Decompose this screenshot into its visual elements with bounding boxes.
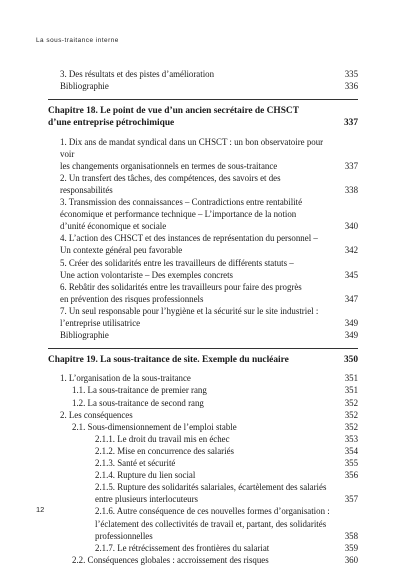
chapter-page: 350 xyxy=(343,355,358,366)
toc-entry-page: 345 xyxy=(344,269,358,280)
toc-entry-line: 2.1.2. Mise en concurrence des salariés xyxy=(95,445,234,456)
toc-entry-page: 351 xyxy=(344,385,358,396)
toc-entry-line: 2.1.3. Santé et sécurité xyxy=(95,458,176,469)
toc-entry-page: 352 xyxy=(344,397,358,408)
toc-entry xyxy=(48,445,358,457)
toc-entry-page: 342 xyxy=(344,245,358,256)
toc-entry-line: d’unité économique et sociale xyxy=(60,221,167,232)
toc-entry-line: 2.1. Sous-dimensionnement de l’emploi stable xyxy=(72,421,237,432)
toc-entry-line: 4. L’action des CHSCT et des instances de représentation du personnel – xyxy=(60,233,318,244)
toc-entry xyxy=(48,542,358,554)
toc-entry xyxy=(48,257,358,281)
toc-entry-line: 1.2. La sous-traitance de second rang xyxy=(72,397,204,408)
toc-entry-page: 335 xyxy=(344,69,358,79)
toc-entry xyxy=(48,433,358,445)
toc-entry-page: 340 xyxy=(344,221,358,232)
chapter-title-line: d’une entreprise pétrochimique xyxy=(48,118,175,129)
toc-entry xyxy=(48,469,358,481)
chapter-page: 337 xyxy=(343,118,358,129)
toc-entry xyxy=(48,397,358,409)
toc-entry-line: Une action volontariste – Des exemples concrets xyxy=(60,269,234,280)
toc-entry-page: 338 xyxy=(344,184,358,195)
toc-entry-line: entre plusieurs interlocuteurs xyxy=(95,494,199,505)
toc-entry xyxy=(48,457,358,469)
toc-entry xyxy=(48,554,358,566)
toc-entry xyxy=(48,384,358,396)
toc-entry-page: 349 xyxy=(344,330,358,341)
toc-entry-text: Bibliographie xyxy=(60,81,109,92)
toc-entry xyxy=(48,329,358,341)
toc-entry xyxy=(48,281,358,305)
toc-entry-line: Bibliographie xyxy=(60,330,109,341)
toc-entry xyxy=(48,421,358,433)
toc-entry-page: 352 xyxy=(344,421,358,432)
toc-entry-line: 2.1.6. Autre conséquence de ces nouvelles formes d’organisation : xyxy=(95,506,330,517)
toc-entry-page: 358 xyxy=(344,530,358,541)
toc-entry xyxy=(48,136,358,172)
toc-entry-page: 359 xyxy=(344,542,358,553)
toc-entry-line: 6. Rebâtir des solidarités entre les travailleurs pour faire des progrès xyxy=(60,281,302,292)
toc-entry-line: 2. Un transfert des tâches, des compétences, des savoirs et des responsabilités xyxy=(60,172,281,195)
chapter-title-line: Chapitre 19. La sous-traitance de site. Exemple du nucléaire xyxy=(48,355,289,366)
toc-entry-page: 356 xyxy=(344,470,358,481)
toc-entry-line: économique et performance technique – L’importance de la notion xyxy=(60,209,297,220)
toc-entry-line: en prévention des risques professionnels xyxy=(60,293,204,304)
toc-entry-line: 5. Créer des solidarités entre les travailleurs de différents statuts – xyxy=(60,257,294,268)
toc-entry-line: 2. Les conséquences xyxy=(60,409,133,420)
toc-entry xyxy=(48,481,358,505)
toc-entry-line: l’entreprise utilisatrice xyxy=(60,318,141,328)
toc-entry-line: l’éclatement des collectivités de travail et, partant, des solidarités xyxy=(95,518,327,529)
toc-entry xyxy=(48,80,358,92)
toc-entry-page: 337 xyxy=(344,160,358,171)
toc-entry-line: 1.1. La sous-traitance de premier rang xyxy=(72,385,207,396)
toc-entry-line: 1. L’organisation de la sous-traitance xyxy=(60,373,191,384)
chapter-18-heading xyxy=(48,105,358,129)
chapter-title-line: Chapitre 18. Le point de vue d’un ancien secrétaire de CHSCT xyxy=(48,106,299,117)
toc-entry-page: 354 xyxy=(344,445,358,456)
toc-entry xyxy=(48,505,358,541)
toc-entry-page: 347 xyxy=(344,293,358,304)
toc-entry-page: 352 xyxy=(344,409,358,420)
toc-entry xyxy=(48,172,358,196)
toc-entry-line: 2.1.4. Rupture du lien social xyxy=(95,470,196,481)
toc-entry-text: 3. Des résultats et des pistes d’amélioration xyxy=(60,69,215,79)
table-of-contents xyxy=(48,68,358,566)
page-number: 12 xyxy=(36,505,45,514)
toc-entry-line: les changements organisationnels en termes de sous-traitance xyxy=(60,160,278,171)
toc-entry xyxy=(48,68,358,80)
toc-entry xyxy=(48,305,358,329)
toc-entry-page: 349 xyxy=(344,318,358,328)
toc-entry-line: Un contexte général peu favorable xyxy=(60,245,183,256)
toc-entry xyxy=(48,409,358,421)
toc-entry-page: 360 xyxy=(344,554,358,565)
toc-entry-line: 7. Un seul responsable pour l’hygiène et la sécurité sur le site industriel : xyxy=(60,305,319,316)
toc-entry-line: 2.2. Conséquences globales : accroissement des risques xyxy=(72,554,269,565)
toc-entry-line: 2.1.5. Rupture des solidarités salariales, écartèlement des salariés xyxy=(95,482,327,493)
toc-entry-page: 353 xyxy=(344,433,358,444)
section-divider xyxy=(48,99,358,100)
toc-entry-line: 3. Transmission des connaissances – Contradictions entre rentabilité xyxy=(60,197,303,208)
toc-entry xyxy=(48,232,358,256)
chapter-19-heading xyxy=(48,354,358,366)
toc-entry-line: 1. Dix ans de mandat syndical dans un CHSCT : un bon observatoire pour voir xyxy=(60,136,324,159)
toc-entry-page: 355 xyxy=(344,458,358,469)
toc-entry-page: 351 xyxy=(344,373,358,384)
section-divider xyxy=(48,348,358,349)
running-head: La sous-traitance interne xyxy=(36,37,119,44)
toc-entry-page: 336 xyxy=(344,81,358,92)
toc-entry-line: 2.1.1. Le droit du travail mis en échec xyxy=(95,433,230,444)
toc-entry-line: professionnelles xyxy=(95,530,153,541)
toc-entry-line: 2.1.7. Le rétrécissement des frontières du salariat xyxy=(95,542,270,553)
toc-entry-page: 357 xyxy=(344,494,358,505)
toc-entry xyxy=(48,196,358,232)
toc-entry xyxy=(48,372,358,384)
